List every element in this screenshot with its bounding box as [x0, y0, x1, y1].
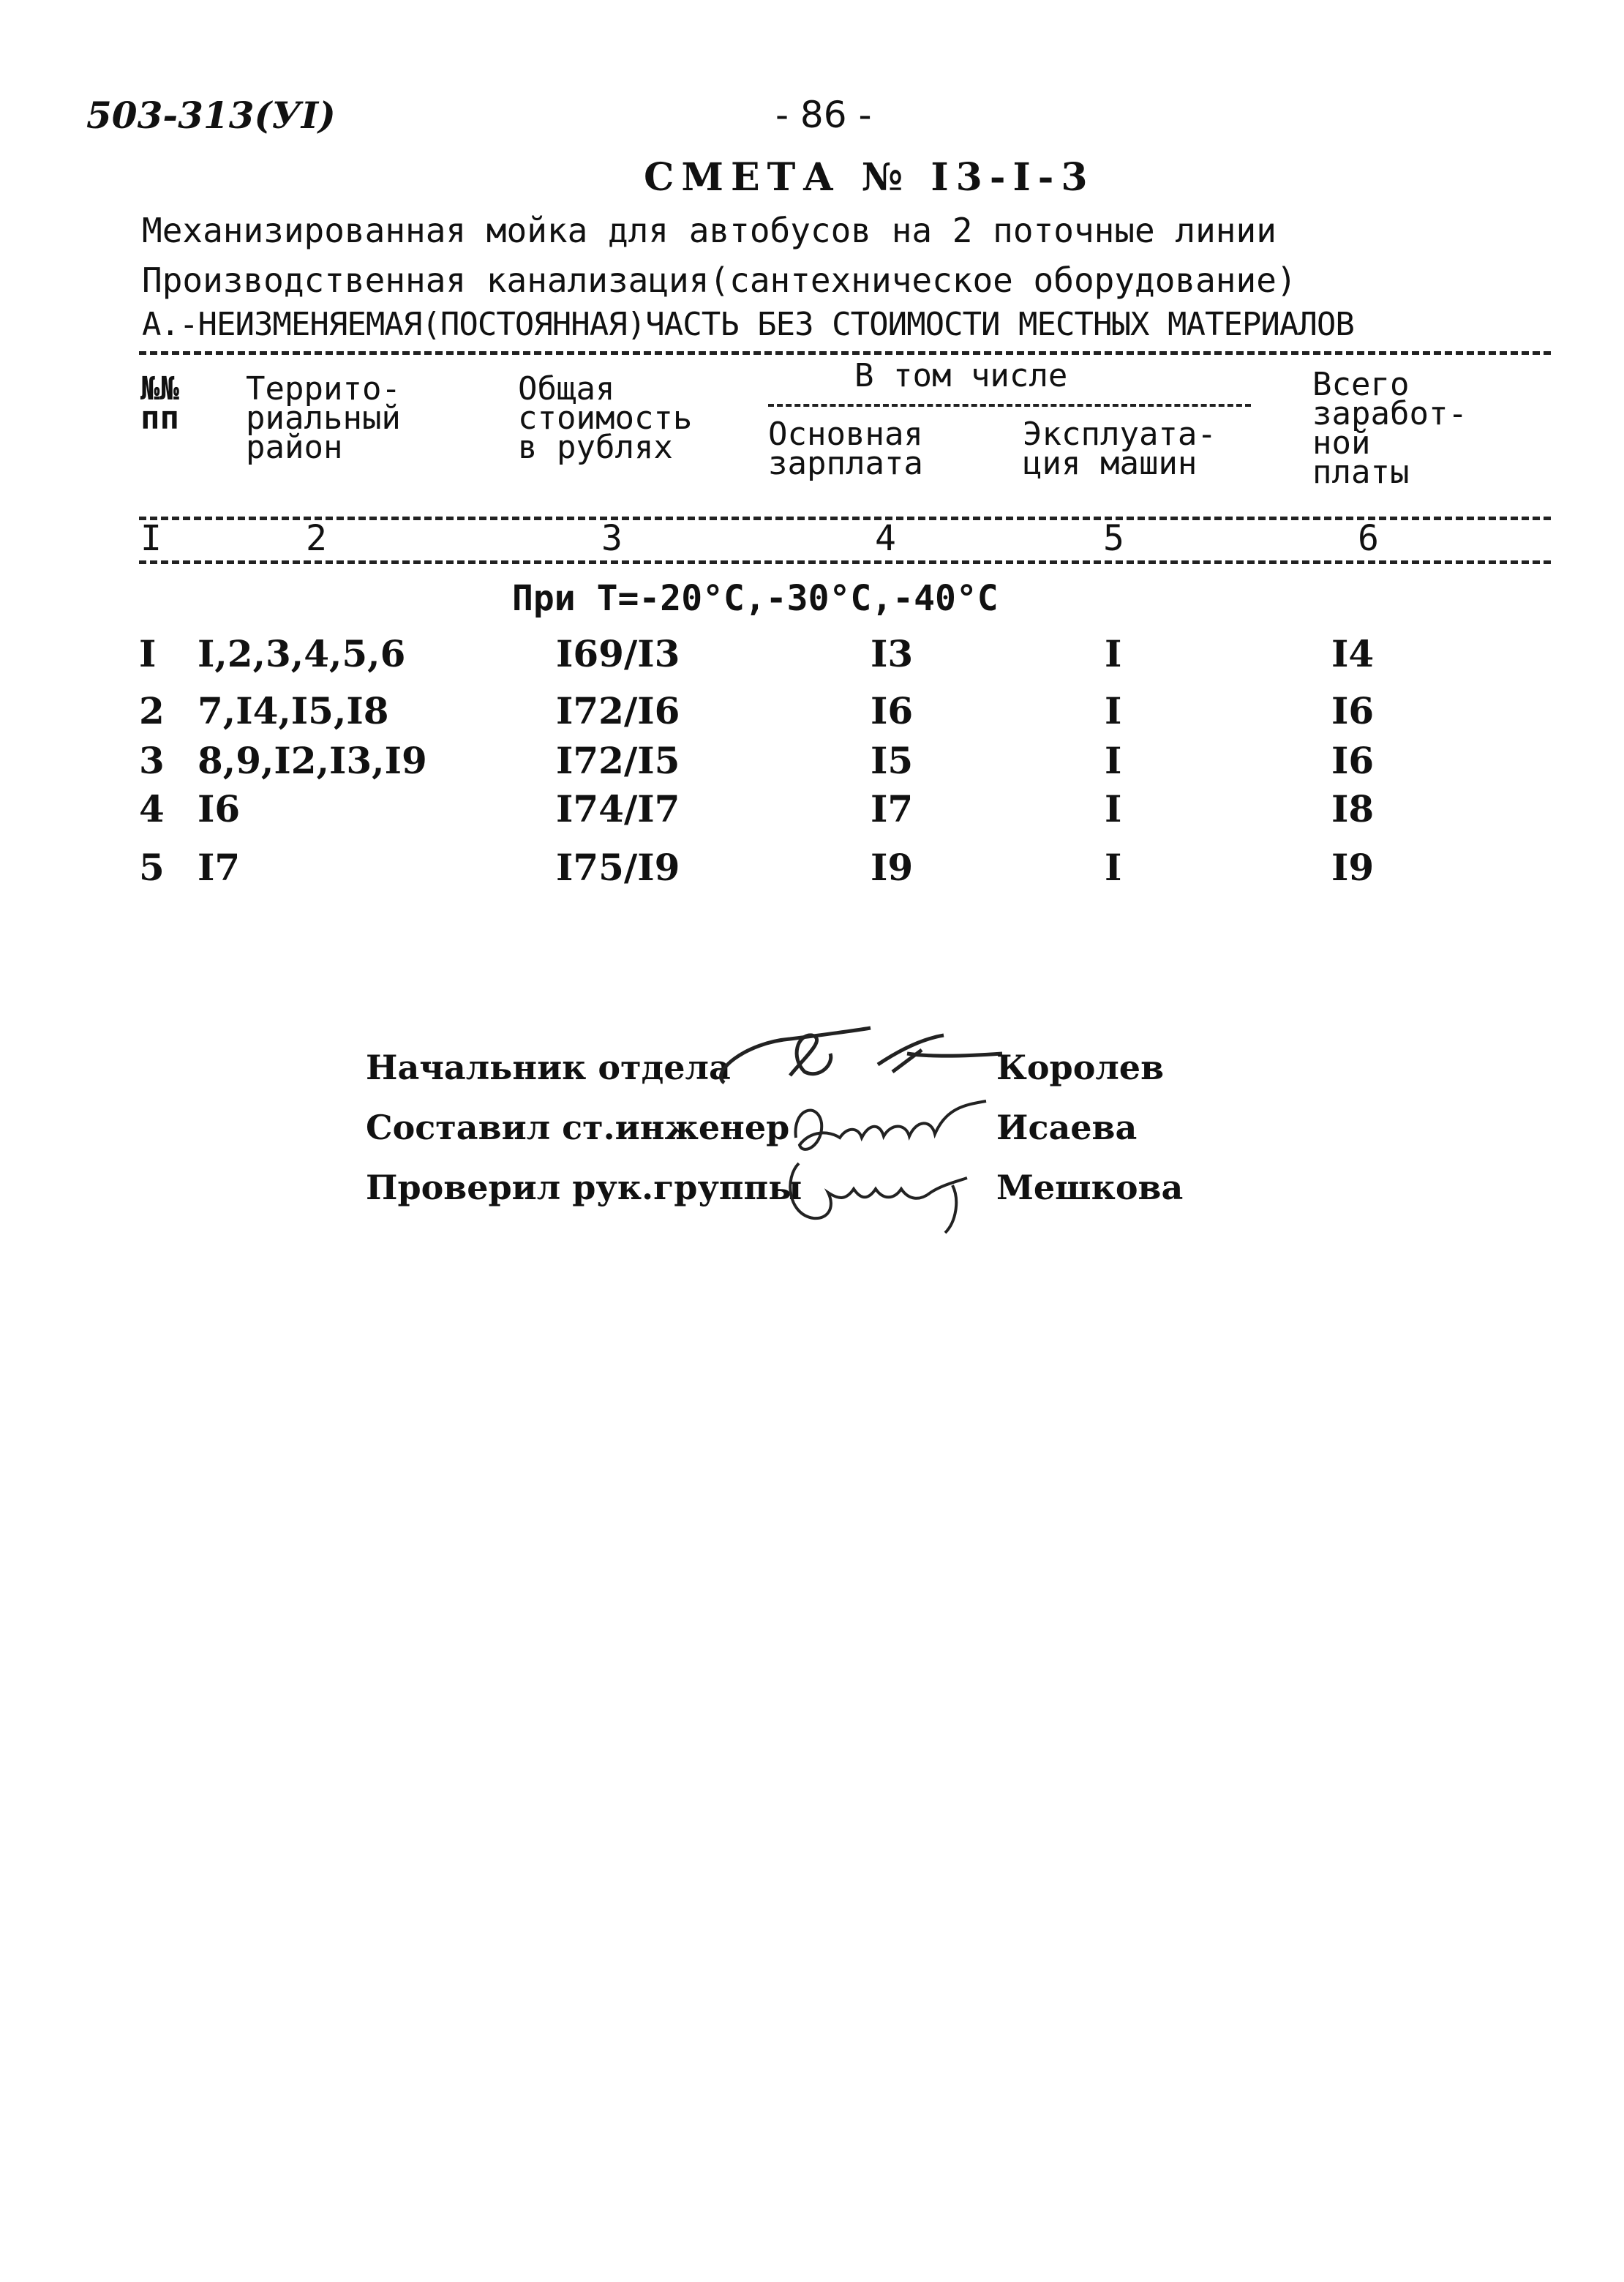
row-region: I6	[198, 787, 241, 830]
subtitle-object: Механизированная мойка для автобусов на 2 поточные линии	[142, 211, 1277, 250]
header-total-wages: Всего заработ- ной платы	[1312, 366, 1467, 491]
page-number: - 86 -	[775, 94, 872, 136]
row-region: 7,I4,I5,I8	[198, 689, 389, 732]
row-region: I7	[198, 846, 241, 889]
signature-name-2: Исаева	[996, 1108, 1138, 1147]
row-total-wages: I6	[1331, 739, 1375, 782]
header-including-rule	[768, 404, 1251, 407]
header-machine-operation: Эксплуата- ция машин	[1023, 416, 1217, 482]
row-base-salary: I9	[871, 846, 914, 889]
header-num: №№ пп	[140, 370, 179, 437]
row-total-cost: I74/I7	[556, 787, 680, 830]
column-number-5: 5	[1103, 518, 1124, 559]
row-machine-operation: I	[1105, 689, 1122, 732]
header-including: В том числе	[854, 357, 1068, 394]
row-base-salary: I6	[871, 689, 914, 732]
signature-role-2: Составил ст.инженер	[366, 1108, 790, 1147]
header-total-cost: Общая стоимость в рублях	[518, 370, 693, 466]
row-machine-operation: I	[1105, 846, 1122, 889]
column-numbers-top-rule	[139, 517, 1551, 520]
header-base-salary: Основная зарплата	[768, 416, 923, 482]
row-region: 8,9,I2,I3,I9	[198, 739, 427, 782]
row-total-wages: I9	[1331, 846, 1375, 889]
signature-name-1: Королев	[996, 1048, 1165, 1087]
subtitle-part: А.-НЕИЗМЕНЯЕМАЯ(ПОСТОЯННАЯ)ЧАСТЬ БЕЗ СТОИМОСТИ МЕСТНЫХ МАТЕРИАЛОВ	[142, 306, 1354, 343]
row-machine-operation: I	[1105, 739, 1122, 782]
handwritten-signature-1	[702, 1013, 1010, 1094]
column-number-1: I	[140, 518, 162, 559]
column-number-2: 2	[306, 518, 327, 559]
row-base-salary: I5	[871, 739, 914, 782]
row-machine-operation: I	[1105, 787, 1122, 830]
header-region: Террито- риальный район	[246, 370, 401, 466]
row-total-wages: I8	[1331, 787, 1375, 830]
row-region: I,2,3,4,5,6	[198, 632, 406, 675]
row-num: 4	[139, 787, 165, 830]
row-total-wages: I6	[1331, 689, 1375, 732]
handwritten-signature-3	[784, 1149, 982, 1236]
row-num: 2	[139, 689, 165, 732]
row-total-cost: I72/I5	[556, 739, 680, 782]
row-total-cost: I72/I6	[556, 689, 680, 732]
row-total-wages: I4	[1331, 632, 1375, 675]
column-number-3: 3	[601, 518, 623, 559]
row-total-cost: I69/I3	[556, 632, 680, 675]
document-code: 503-313(УI)	[86, 94, 336, 137]
row-base-salary: I7	[871, 787, 914, 830]
column-number-4: 4	[875, 518, 896, 559]
row-machine-operation: I	[1105, 632, 1122, 675]
signature-role-3: Проверил рук.группы	[366, 1168, 802, 1207]
row-num: I	[139, 632, 157, 675]
signature-role-1: Начальник отдела	[366, 1048, 731, 1087]
column-number-6: 6	[1358, 518, 1379, 559]
estimate-title: СМЕТА № I3-I-3	[644, 155, 1095, 200]
table-top-rule	[139, 351, 1551, 355]
signature-name-3: Мешкова	[996, 1168, 1184, 1207]
temperature-condition: При T=-20°C,-30°C,-40°C	[512, 578, 999, 619]
row-total-cost: I75/I9	[556, 846, 680, 889]
subtitle-section: Производственная канализация(сантехническое оборудование)	[142, 260, 1297, 300]
column-numbers-bottom-rule	[139, 560, 1551, 564]
row-num: 3	[139, 739, 165, 782]
row-base-salary: I3	[871, 632, 914, 675]
row-num: 5	[139, 846, 165, 889]
